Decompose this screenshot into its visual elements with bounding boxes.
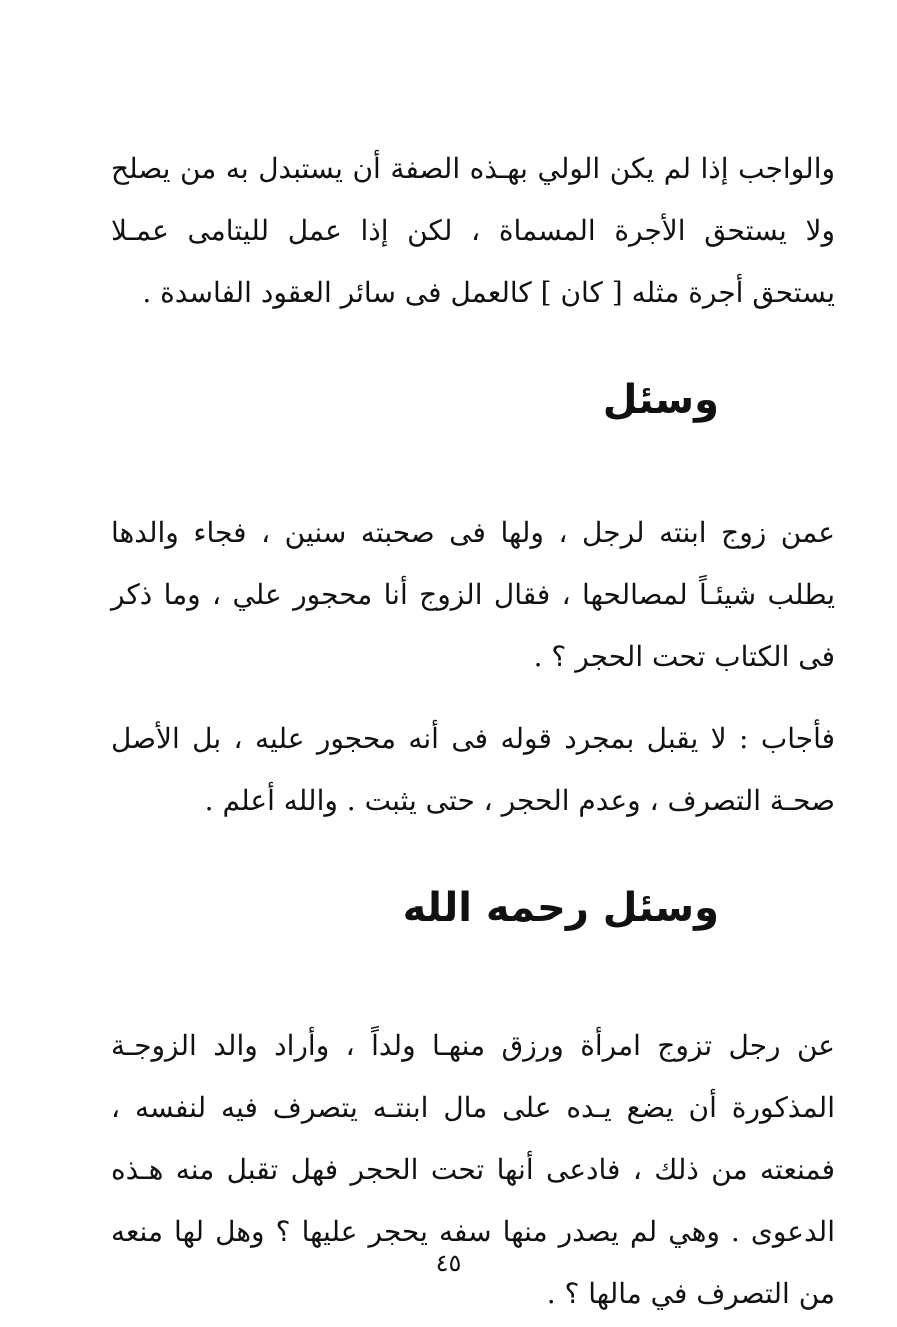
paragraph-question-interdiction: عمن زوج ابنته لرجل ، ولها فى صحبته سنين ، فجاء والدها يطلب شيئـاً لمصالحها ، فقال الزوج أنا محجور علي ، وما ذكر فى الكتاب تحت الحجر ؟ . xyxy=(111,516,835,673)
paragraph-answer: فأجاب : لا يقبل بمجرد قوله فى أنه محجور عليه ، بل الأصل صحـة التصرف ، وعدم الحجر ، حتى يثبت . والله أعلم . xyxy=(111,722,835,817)
section-heading-question-1: وسئل xyxy=(602,377,719,423)
section-heading-question-2: وسئل رحمه الله xyxy=(402,885,719,931)
page-number: ٤٥ xyxy=(435,1249,462,1277)
paragraph-question-wife-property: عن رجل تزوج امرأة ورزق منهـا ولداً ، وأراد والد الزوجـة المذكورة أن يضع يـده على مال ابنتـه يتصرف فيه لنفسه ، فمنعته من ذلك ، فادعى أنها تحت الحجر فهل تقبل منه هـذه الدعوى . وهي لم يصدر منها سفه يحجر عليها ؟ وهل لها منعه من التصرف في مالها ؟ . xyxy=(111,1029,836,1310)
paragraph-guardian-wage: والواجب إذا لم يكن الولي بهـذه الصفة أن يستبدل به من يصلح ولا يستحق الأجرة المسماة ، لكن إذا عمل لليتامى عمـلا يستحق أجرة مثله [ كان ] كالعمل فى سائر العقود الفاسدة . xyxy=(111,152,835,309)
